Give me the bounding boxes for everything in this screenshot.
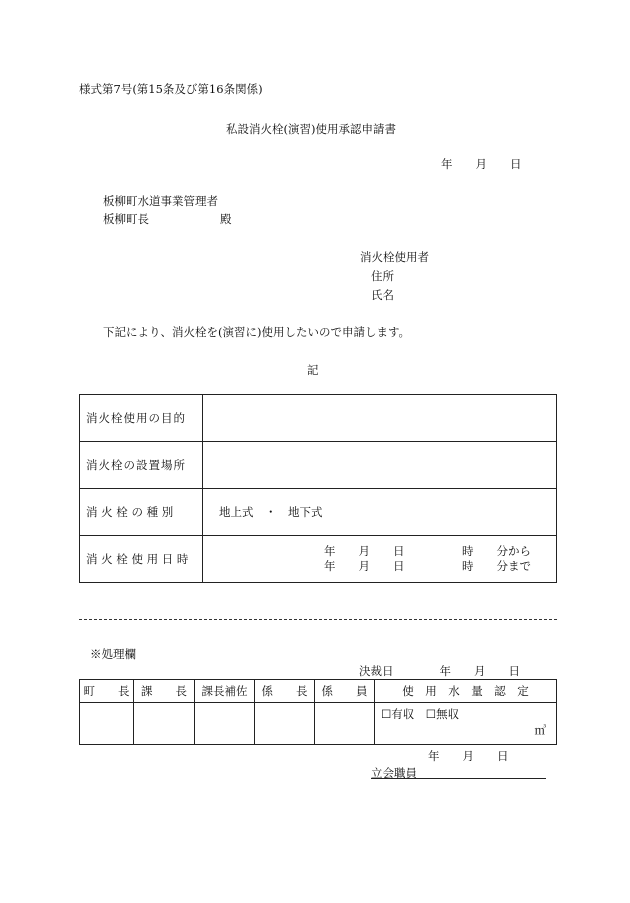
table-row [80, 489, 557, 536]
addressee-honorific: 殿 [220, 212, 232, 226]
table-row [80, 680, 557, 703]
stamp-deputy-chief[interactable] [195, 703, 255, 745]
location-value[interactable] [203, 442, 557, 489]
header-water-volume: 使 用 水 量 認 定 [375, 680, 557, 703]
request-text: 下記により、消火栓を(演習に)使用したいので申請します。 [103, 325, 411, 339]
header-mayor: 町 長 [80, 680, 134, 703]
applicant-name-label: 氏名 [371, 288, 394, 302]
header-section-chief: 課 長 [134, 680, 195, 703]
type-value-text: 地上式 ・ 地下式 [219, 505, 323, 519]
addressee-line2: 板柳町長 [103, 212, 149, 226]
type-value[interactable] [203, 489, 557, 536]
datetime-to: 年 月 日 時 分まで [324, 559, 531, 573]
addressee-line1: 板柳町水道事業管理者 [103, 194, 218, 208]
table-row [80, 536, 557, 583]
table-row [80, 703, 557, 745]
ki-label: 記 [307, 363, 319, 377]
header-deputy-chief: 課長補佐 [195, 680, 255, 703]
water-volume-cell[interactable] [375, 703, 557, 745]
dashed-divider [79, 619, 557, 620]
location-label: 消火栓の設置場所 [80, 442, 203, 489]
processing-table [79, 679, 557, 745]
purpose-value[interactable] [203, 395, 557, 442]
processing-heading: ※処理欄 [90, 647, 136, 661]
stamp-staff[interactable] [315, 703, 375, 745]
witness-signature-line[interactable] [371, 778, 546, 779]
applicant-label: 消火栓使用者 [360, 250, 429, 264]
billing-checkboxes[interactable]: ☐有収 ☐無収 [381, 707, 460, 721]
cubic-meter-unit: ㎥ [534, 723, 546, 737]
datetime-label: 消 火 栓 使 用 日 時 [80, 536, 203, 583]
witness-label: 立会職員 [371, 766, 417, 780]
header-staff: 係 員 [315, 680, 375, 703]
datetime-from: 年 月 日 時 分から [324, 544, 531, 558]
table-row [80, 442, 557, 489]
document-title: 私設消火栓(演習)使用承認申請書 [226, 122, 396, 136]
stamp-mayor[interactable] [80, 703, 134, 745]
decision-date: 決裁日 年 月 日 [359, 664, 520, 678]
footer-date: 年 月 日 [428, 749, 509, 763]
form-number: 様式第7号(第15条及び第16条関係) [79, 82, 263, 96]
purpose-label: 消火栓使用の目的 [80, 395, 203, 442]
applicant-address-label: 住所 [371, 269, 394, 283]
stamp-unit-chief[interactable] [255, 703, 315, 745]
application-date: 年 月 日 [441, 157, 522, 171]
stamp-section-chief[interactable] [134, 703, 195, 745]
datetime-value[interactable] [203, 536, 557, 583]
type-label: 消 火 栓 の 種 別 [80, 489, 203, 536]
table-row [80, 395, 557, 442]
header-unit-chief: 係 長 [255, 680, 315, 703]
details-table [79, 394, 557, 583]
